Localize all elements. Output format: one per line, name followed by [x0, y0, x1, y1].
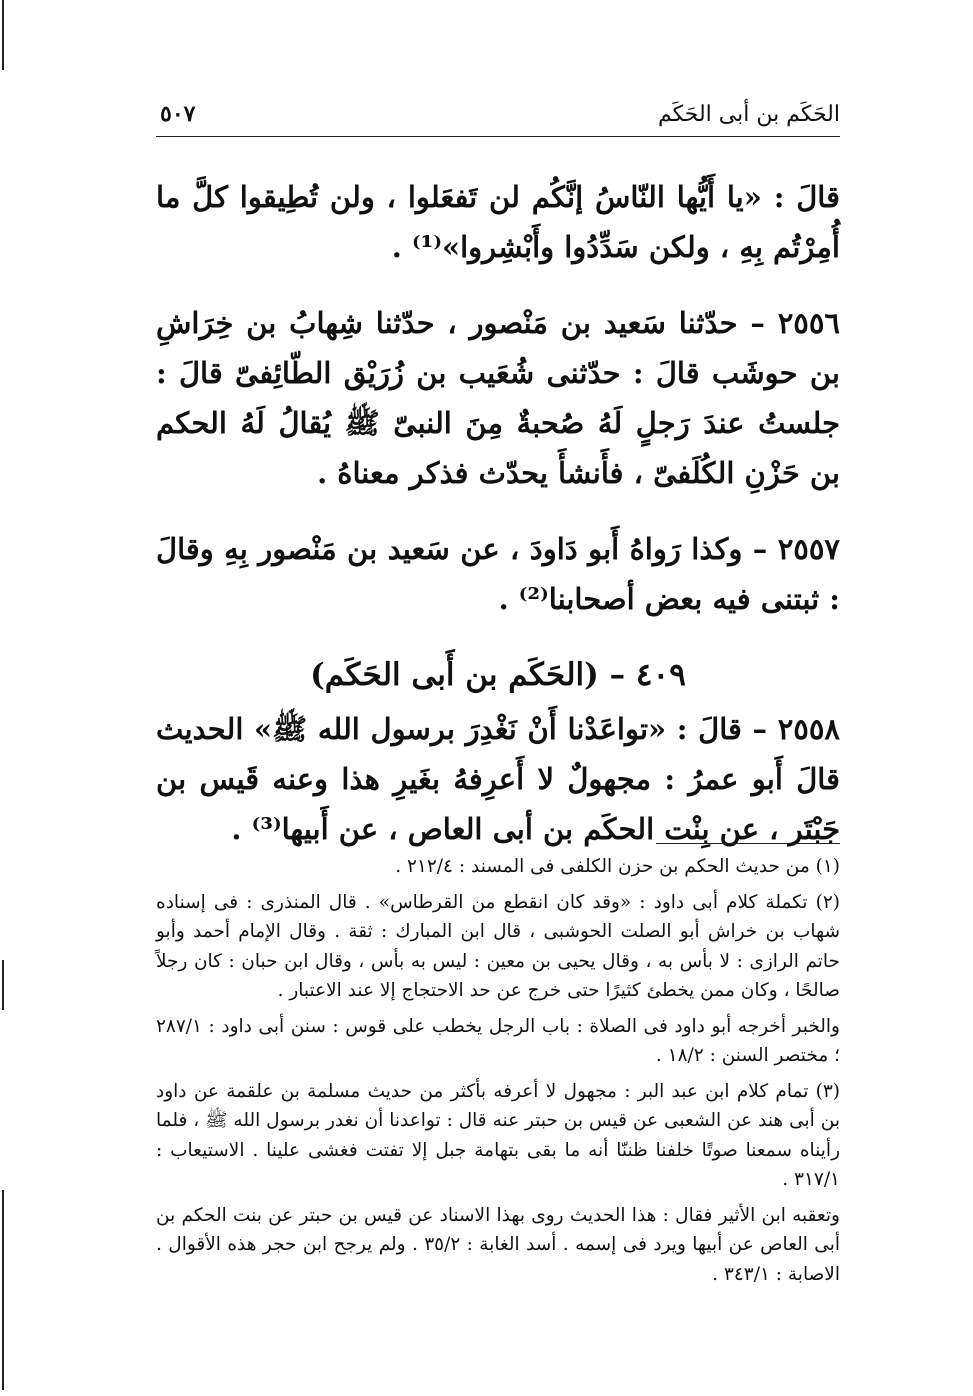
footnote-2-continued: والخبر أخرجه أبو داود فى الصلاة : باب الرجل يخطب على قوس : سنن أبى داود : ٢٨٧/١ ؛ مختصر السنن : ١٨/٢ . — [156, 1015, 840, 1066]
footnote-3-continued: وتعقبه ابن الأثير فقال : هذا الحديث روى بهذا الاسناد عن قيس بن حبتر عن بنت الحكم بن أبى العاص عن أبيها ويرد فى إسمه . أسد الغابة : ٣٥/٢ . ولم يرجح ابن حجر هذه الأقوال . الاصابة : ٣٤٣/١ . — [156, 1204, 840, 1285]
footnotes — [156, 852, 840, 1295]
footnote-2: (٢) تكملة كلام أبى داود : «وقد كان انقطع من القرطاس» . قال المنذرى : فى إسناده شهاب بن خراش أبو الصلت الحوشبى ، قال ابن المبارك : ثقة . وقال الإمام أحمد وأبو حاتم الرازى : لا بأس به ، وقال يحيى بن معين : ليس به بأس ، وقال ابن حبان : كان رجلاً صالحًا ، وكان ممن يخطئ كثيرًا حتى خرج عن حد الاحتجاج إلا عند الاعتبار . — [156, 891, 840, 1001]
scan-edge-mark — [2, 1190, 4, 1390]
hadith-2558: ٢٥٥٨ – قالَ : «تواعَدْنا أَنْ نَغْدِرَ برسول الله ﷺ» الحديث قالَ أَبو عمرُ : مجهولٌ لا أَعرِفهُ بغَيرِ هذا وعنه قَيس بن جَبْتَر ، عن بِنْت الحكَم بن أبى العاص ، عن أَبيها⁽³⁾ . — [156, 712, 840, 846]
running-title: الحَكَم بن أبى الحَكَم — [657, 101, 840, 127]
page-number: ٥٠٧ — [160, 101, 196, 127]
running-header — [156, 92, 840, 137]
scan-edge-mark — [2, 0, 4, 70]
scan-edge-mark — [2, 960, 4, 1010]
footnote-1: (١) من حديث الحكم بن حزن الكلفى فى المسند : ٢١٢/٤ . — [395, 856, 840, 877]
section-title: ٤٠٩ – (الحَكَم بن أَبى الحَكَم) — [310, 657, 686, 693]
hadith-2557: ٢٥٥٧ – وكذا رَواهُ أَبو دَاودَ ، عن سَعيد بن مَنْصور بِهِ وقالَ : ثبتنى فيه بعض أصحابنا⁽²⁾ . — [156, 532, 840, 616]
footnote-3: (٣) تمام كلام ابن عبد البر : مجهول لا أعرفه بأكثر من حديث مسلمة بن علقمة عن داود بن أبى هند عن الشعبى عن قيس بن حبتر عنه قال : تواعدنا أن نغدر برسول الله ﷺ ، فلما رأيناه سمعنا صوتًا خلفنا ظننّا أنه ما بقى بتهامة جبل إلا تفتت فغشى علينا . الاستيعاب : ٣١٧/١ . — [156, 1080, 840, 1190]
main-text — [156, 172, 840, 880]
footnote-divider — [656, 843, 840, 844]
hadith-text-continued: قالَ : «يا أَيُّها النّاسُ إنَّكُم لن تَفعَلوا ، ولن تُطِيقوا كلَّ ما أُمِرْتُم بِهِ ، ولكن سَدِّدُوا وأَبْشِروا»⁽¹⁾ . — [156, 180, 840, 264]
hadith-2556: ٢٥٥٦ – حدّثنا سَعيد بن مَنْصور ، حدّثنا شِهابُ بن خِرَاشِ بن حوشَب قالَ : حدّثنى شُعَيب بن زُرَيْق الطّائِفىّ قالَ : جلستُ عندَ رَجلٍ لَهُ صُحبةٌ مِنَ النبىّ ﷺ يُقالُ لَهُ الحكم بن حَزْنِ الكُلَفىّ ، فأَنشأَ يحدّث فذكر معناهُ . — [156, 306, 840, 490]
